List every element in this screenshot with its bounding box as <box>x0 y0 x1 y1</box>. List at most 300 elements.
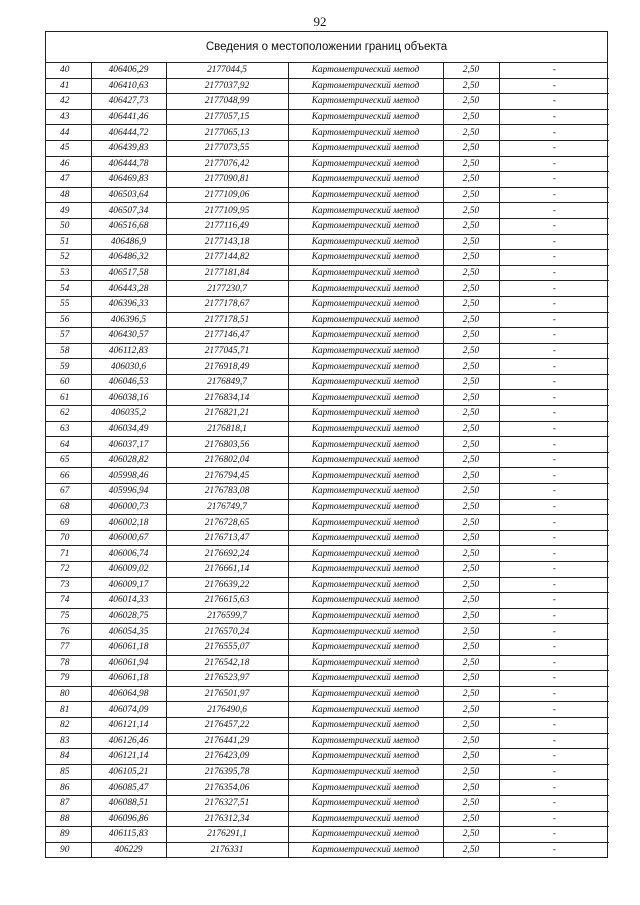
description-cell: - <box>499 484 609 500</box>
description-cell: - <box>499 172 609 188</box>
table-row <box>46 374 609 390</box>
method-cell: Картометрический метод <box>288 780 443 796</box>
y-coordinate-cell: 2177144,82 <box>166 250 288 266</box>
table-row <box>46 749 609 765</box>
method-cell: Картометрический метод <box>288 577 443 593</box>
method-cell: Картометрический метод <box>288 328 443 344</box>
description-cell: - <box>499 343 609 359</box>
table-row <box>46 655 609 671</box>
point-number-cell: 78 <box>46 655 91 671</box>
y-coordinate-cell: 2176423,09 <box>166 749 288 765</box>
accuracy-cell: 2,50 <box>443 639 499 655</box>
x-coordinate-cell: 406009,02 <box>91 562 166 578</box>
accuracy-cell: 2,50 <box>443 499 499 515</box>
y-coordinate-cell: 2176849,7 <box>166 374 288 390</box>
accuracy-cell: 2,50 <box>443 296 499 312</box>
method-cell: Картометрический метод <box>288 265 443 281</box>
point-number-cell: 47 <box>46 172 91 188</box>
x-coordinate-cell: 406112,83 <box>91 343 166 359</box>
x-coordinate-cell: 406088,51 <box>91 795 166 811</box>
description-cell: - <box>499 530 609 546</box>
table-row <box>46 265 609 281</box>
point-number-cell: 60 <box>46 374 91 390</box>
y-coordinate-cell: 2177143,18 <box>166 234 288 250</box>
method-cell: Картометрический метод <box>288 593 443 609</box>
description-cell: - <box>499 671 609 687</box>
x-coordinate-cell: 406396,33 <box>91 296 166 312</box>
point-number-cell: 56 <box>46 312 91 328</box>
method-cell: Картометрический метод <box>288 94 443 110</box>
description-cell: - <box>499 125 609 141</box>
table-row <box>46 702 609 718</box>
table-row <box>46 234 609 250</box>
x-coordinate-cell: 406085,47 <box>91 780 166 796</box>
table-row <box>46 281 609 297</box>
x-coordinate-cell: 406046,53 <box>91 374 166 390</box>
method-cell: Картометрический метод <box>288 109 443 125</box>
table-row <box>46 499 609 515</box>
x-coordinate-cell: 406121,14 <box>91 749 166 765</box>
y-coordinate-cell: 2176803,56 <box>166 437 288 453</box>
point-number-cell: 52 <box>46 250 91 266</box>
description-cell: - <box>499 452 609 468</box>
y-coordinate-cell: 2177109,95 <box>166 203 288 219</box>
method-cell: Картометрический метод <box>288 827 443 843</box>
y-coordinate-cell: 2176441,29 <box>166 733 288 749</box>
accuracy-cell: 2,50 <box>443 515 499 531</box>
table-row <box>46 172 609 188</box>
x-coordinate-cell: 406014,33 <box>91 593 166 609</box>
y-coordinate-cell: 2176457,22 <box>166 717 288 733</box>
table-row <box>46 359 609 375</box>
x-coordinate-cell: 406507,34 <box>91 203 166 219</box>
description-cell: - <box>499 328 609 344</box>
point-number-cell: 50 <box>46 218 91 234</box>
description-cell: - <box>499 94 609 110</box>
x-coordinate-cell: 406002,18 <box>91 515 166 531</box>
description-cell: - <box>499 187 609 203</box>
point-number-cell: 71 <box>46 546 91 562</box>
x-coordinate-cell: 406028,82 <box>91 452 166 468</box>
method-cell: Картометрический метод <box>288 671 443 687</box>
point-number-cell: 77 <box>46 639 91 655</box>
x-coordinate-cell: 406000,67 <box>91 530 166 546</box>
method-cell: Картометрический метод <box>288 125 443 141</box>
table-row <box>46 452 609 468</box>
accuracy-cell: 2,50 <box>443 764 499 780</box>
method-cell: Картометрический метод <box>288 608 443 624</box>
x-coordinate-cell: 406038,16 <box>91 390 166 406</box>
description-cell: - <box>499 655 609 671</box>
description-cell: - <box>499 562 609 578</box>
x-coordinate-cell: 406061,18 <box>91 671 166 687</box>
table-row <box>46 390 609 406</box>
x-coordinate-cell: 406441,46 <box>91 109 166 125</box>
table-row <box>46 562 609 578</box>
description-cell: - <box>499 281 609 297</box>
description-cell: - <box>499 296 609 312</box>
y-coordinate-cell: 2177146,47 <box>166 328 288 344</box>
table-row <box>46 733 609 749</box>
point-number-cell: 84 <box>46 749 91 765</box>
point-number-cell: 57 <box>46 328 91 344</box>
description-cell: - <box>499 764 609 780</box>
description-cell: - <box>499 390 609 406</box>
x-coordinate-cell: 406229 <box>91 842 166 857</box>
method-cell: Картометрический метод <box>288 733 443 749</box>
accuracy-cell: 2,50 <box>443 156 499 172</box>
description-cell: - <box>499 515 609 531</box>
point-number-cell: 55 <box>46 296 91 312</box>
point-number-cell: 51 <box>46 234 91 250</box>
point-number-cell: 73 <box>46 577 91 593</box>
x-coordinate-cell: 406035,2 <box>91 406 166 422</box>
point-number-cell: 45 <box>46 140 91 156</box>
table-row <box>46 593 609 609</box>
method-cell: Картометрический метод <box>288 187 443 203</box>
point-number-cell: 80 <box>46 686 91 702</box>
y-coordinate-cell: 2176312,34 <box>166 811 288 827</box>
x-coordinate-cell: 406406,29 <box>91 63 166 78</box>
accuracy-cell: 2,50 <box>443 63 499 78</box>
accuracy-cell: 2,50 <box>443 187 499 203</box>
y-coordinate-cell: 2176728,65 <box>166 515 288 531</box>
method-cell: Картометрический метод <box>288 374 443 390</box>
description-cell: - <box>499 109 609 125</box>
point-number-cell: 83 <box>46 733 91 749</box>
point-number-cell: 43 <box>46 109 91 125</box>
method-cell: Картометрический метод <box>288 452 443 468</box>
y-coordinate-cell: 2176354,06 <box>166 780 288 796</box>
method-cell: Картометрический метод <box>288 390 443 406</box>
y-coordinate-cell: 2177076,42 <box>166 156 288 172</box>
description-cell: - <box>499 374 609 390</box>
y-coordinate-cell: 2176291,1 <box>166 827 288 843</box>
x-coordinate-cell: 406037,17 <box>91 437 166 453</box>
method-cell: Картометрический метод <box>288 359 443 375</box>
y-coordinate-cell: 2176661,14 <box>166 562 288 578</box>
point-number-cell: 59 <box>46 359 91 375</box>
point-number-cell: 86 <box>46 780 91 796</box>
x-coordinate-cell: 406439,83 <box>91 140 166 156</box>
y-coordinate-cell: 2177044,5 <box>166 63 288 78</box>
method-cell: Картометрический метод <box>288 140 443 156</box>
y-coordinate-cell: 2176783,08 <box>166 484 288 500</box>
table-row <box>46 63 609 78</box>
point-number-cell: 79 <box>46 671 91 687</box>
accuracy-cell: 2,50 <box>443 608 499 624</box>
point-number-cell: 63 <box>46 421 91 437</box>
y-coordinate-cell: 2176615,63 <box>166 593 288 609</box>
accuracy-cell: 2,50 <box>443 827 499 843</box>
table-row <box>46 639 609 655</box>
method-cell: Картометрический метод <box>288 203 443 219</box>
description-cell: - <box>499 312 609 328</box>
description-cell: - <box>499 156 609 172</box>
x-coordinate-cell: 406006,74 <box>91 546 166 562</box>
table-row <box>46 328 609 344</box>
x-coordinate-cell: 406486,9 <box>91 234 166 250</box>
description-cell: - <box>499 624 609 640</box>
accuracy-cell: 2,50 <box>443 780 499 796</box>
point-number-cell: 72 <box>46 562 91 578</box>
table-row <box>46 671 609 687</box>
y-coordinate-cell: 2177109,06 <box>166 187 288 203</box>
accuracy-cell: 2,50 <box>443 468 499 484</box>
page-number: 92 <box>313 14 327 29</box>
point-number-cell: 40 <box>46 63 91 78</box>
table-row <box>46 780 609 796</box>
point-number-cell: 58 <box>46 343 91 359</box>
method-cell: Картометрический метод <box>288 655 443 671</box>
point-number-cell: 81 <box>46 702 91 718</box>
point-number-cell: 66 <box>46 468 91 484</box>
y-coordinate-cell: 2177045,71 <box>166 343 288 359</box>
point-number-cell: 54 <box>46 281 91 297</box>
accuracy-cell: 2,50 <box>443 265 499 281</box>
method-cell: Картометрический метод <box>288 749 443 765</box>
y-coordinate-cell: 2177065,13 <box>166 125 288 141</box>
table-title: Сведения о местоположении границ объекта <box>46 32 607 63</box>
accuracy-cell: 2,50 <box>443 811 499 827</box>
y-coordinate-cell: 2176713,47 <box>166 530 288 546</box>
description-cell: - <box>499 577 609 593</box>
point-number-cell: 46 <box>46 156 91 172</box>
accuracy-cell: 2,50 <box>443 484 499 500</box>
description-cell: - <box>499 140 609 156</box>
accuracy-cell: 2,50 <box>443 671 499 687</box>
table-row <box>46 125 609 141</box>
description-cell: - <box>499 265 609 281</box>
method-cell: Картометрический метод <box>288 343 443 359</box>
y-coordinate-cell: 2177037,92 <box>166 78 288 94</box>
table-row <box>46 827 609 843</box>
accuracy-cell: 2,50 <box>443 593 499 609</box>
accuracy-cell: 2,50 <box>443 702 499 718</box>
point-number-cell: 62 <box>46 406 91 422</box>
point-number-cell: 87 <box>46 795 91 811</box>
method-cell: Картометрический метод <box>288 421 443 437</box>
accuracy-cell: 2,50 <box>443 406 499 422</box>
point-number-cell: 69 <box>46 515 91 531</box>
point-number-cell: 65 <box>46 452 91 468</box>
x-coordinate-cell: 406503,64 <box>91 187 166 203</box>
accuracy-cell: 2,50 <box>443 312 499 328</box>
description-cell: - <box>499 359 609 375</box>
table-row <box>46 109 609 125</box>
method-cell: Картометрический метод <box>288 624 443 640</box>
description-cell: - <box>499 749 609 765</box>
x-coordinate-cell: 406054,35 <box>91 624 166 640</box>
y-coordinate-cell: 2176599,7 <box>166 608 288 624</box>
description-cell: - <box>499 686 609 702</box>
method-cell: Картометрический метод <box>288 484 443 500</box>
accuracy-cell: 2,50 <box>443 140 499 156</box>
method-cell: Картометрический метод <box>288 172 443 188</box>
accuracy-cell: 2,50 <box>443 655 499 671</box>
x-coordinate-cell: 406061,94 <box>91 655 166 671</box>
y-coordinate-cell: 2176639,22 <box>166 577 288 593</box>
y-coordinate-cell: 2176794,45 <box>166 468 288 484</box>
table-row <box>46 608 609 624</box>
accuracy-cell: 2,50 <box>443 577 499 593</box>
method-cell: Картометрический метод <box>288 764 443 780</box>
table-row <box>46 515 609 531</box>
method-cell: Картометрический метод <box>288 468 443 484</box>
description-cell: - <box>499 468 609 484</box>
point-number-cell: 74 <box>46 593 91 609</box>
y-coordinate-cell: 2176490,6 <box>166 702 288 718</box>
point-number-cell: 76 <box>46 624 91 640</box>
point-number-cell: 64 <box>46 437 91 453</box>
accuracy-cell: 2,50 <box>443 250 499 266</box>
accuracy-cell: 2,50 <box>443 795 499 811</box>
method-cell: Картометрический метод <box>288 250 443 266</box>
accuracy-cell: 2,50 <box>443 733 499 749</box>
y-coordinate-cell: 2176834,14 <box>166 390 288 406</box>
description-cell: - <box>499 827 609 843</box>
table-row <box>46 717 609 733</box>
accuracy-cell: 2,50 <box>443 390 499 406</box>
y-coordinate-cell: 2177181,84 <box>166 265 288 281</box>
x-coordinate-cell: 406028,75 <box>91 608 166 624</box>
y-coordinate-cell: 2176749,7 <box>166 499 288 515</box>
description-cell: - <box>499 717 609 733</box>
point-number-cell: 67 <box>46 484 91 500</box>
y-coordinate-cell: 2176501,97 <box>166 686 288 702</box>
description-cell: - <box>499 78 609 94</box>
description-cell: - <box>499 437 609 453</box>
method-cell: Картометрический метод <box>288 702 443 718</box>
description-cell: - <box>499 733 609 749</box>
x-coordinate-cell: 406034,49 <box>91 421 166 437</box>
description-cell: - <box>499 499 609 515</box>
method-cell: Картометрический метод <box>288 63 443 78</box>
point-number-cell: 68 <box>46 499 91 515</box>
table-row <box>46 624 609 640</box>
method-cell: Картометрический метод <box>288 234 443 250</box>
x-coordinate-cell: 406115,83 <box>91 827 166 843</box>
x-coordinate-cell: 406105,21 <box>91 764 166 780</box>
description-cell: - <box>499 593 609 609</box>
point-number-cell: 88 <box>46 811 91 827</box>
description-cell: - <box>499 780 609 796</box>
x-coordinate-cell: 406096,86 <box>91 811 166 827</box>
y-coordinate-cell: 2177090,81 <box>166 172 288 188</box>
accuracy-cell: 2,50 <box>443 717 499 733</box>
y-coordinate-cell: 2177048,99 <box>166 94 288 110</box>
table-row <box>46 296 609 312</box>
description-cell: - <box>499 63 609 78</box>
y-coordinate-cell: 2176818,1 <box>166 421 288 437</box>
x-coordinate-cell: 406030,6 <box>91 359 166 375</box>
accuracy-cell: 2,50 <box>443 686 499 702</box>
table-row <box>46 546 609 562</box>
accuracy-cell: 2,50 <box>443 234 499 250</box>
x-coordinate-cell: 406430,57 <box>91 328 166 344</box>
table-row <box>46 764 609 780</box>
accuracy-cell: 2,50 <box>443 218 499 234</box>
y-coordinate-cell: 2176570,24 <box>166 624 288 640</box>
method-cell: Картометрический метод <box>288 281 443 297</box>
x-coordinate-cell: 406410,63 <box>91 78 166 94</box>
point-number-cell: 75 <box>46 608 91 624</box>
accuracy-cell: 2,50 <box>443 78 499 94</box>
x-coordinate-cell: 406444,78 <box>91 156 166 172</box>
x-coordinate-cell: 405996,94 <box>91 484 166 500</box>
accuracy-cell: 2,50 <box>443 437 499 453</box>
x-coordinate-cell: 406443,28 <box>91 281 166 297</box>
y-coordinate-cell: 2176523,97 <box>166 671 288 687</box>
table-row <box>46 94 609 110</box>
method-cell: Картометрический метод <box>288 406 443 422</box>
point-number-cell: 49 <box>46 203 91 219</box>
x-coordinate-cell: 406517,58 <box>91 265 166 281</box>
x-coordinate-cell: 406061,18 <box>91 639 166 655</box>
table-row <box>46 250 609 266</box>
method-cell: Картометрический метод <box>288 218 443 234</box>
method-cell: Картометрический метод <box>288 546 443 562</box>
y-coordinate-cell: 2177178,67 <box>166 296 288 312</box>
table-row <box>46 437 609 453</box>
table-row <box>46 577 609 593</box>
method-cell: Картометрический метод <box>288 562 443 578</box>
y-coordinate-cell: 2177073,55 <box>166 140 288 156</box>
point-number-cell: 48 <box>46 187 91 203</box>
description-cell: - <box>499 218 609 234</box>
table-row <box>46 811 609 827</box>
x-coordinate-cell: 406074,09 <box>91 702 166 718</box>
description-cell: - <box>499 702 609 718</box>
table-row <box>46 468 609 484</box>
table-row <box>46 156 609 172</box>
method-cell: Картометрический метод <box>288 312 443 328</box>
description-cell: - <box>499 639 609 655</box>
method-cell: Картометрический метод <box>288 437 443 453</box>
y-coordinate-cell: 2176918,49 <box>166 359 288 375</box>
point-number-cell: 42 <box>46 94 91 110</box>
point-number-cell: 41 <box>46 78 91 94</box>
description-cell: - <box>499 546 609 562</box>
table-row <box>46 421 609 437</box>
table-row <box>46 530 609 546</box>
accuracy-cell: 2,50 <box>443 421 499 437</box>
y-coordinate-cell: 2177116,49 <box>166 218 288 234</box>
x-coordinate-cell: 406427,73 <box>91 94 166 110</box>
point-number-cell: 90 <box>46 842 91 857</box>
description-cell: - <box>499 608 609 624</box>
x-coordinate-cell: 406469,83 <box>91 172 166 188</box>
x-coordinate-cell: 406396,5 <box>91 312 166 328</box>
x-coordinate-cell: 406486,32 <box>91 250 166 266</box>
coordinates-table <box>46 63 609 857</box>
y-coordinate-cell: 2177178,51 <box>166 312 288 328</box>
y-coordinate-cell: 2177057,15 <box>166 109 288 125</box>
point-number-cell: 53 <box>46 265 91 281</box>
accuracy-cell: 2,50 <box>443 109 499 125</box>
accuracy-cell: 2,50 <box>443 530 499 546</box>
point-number-cell: 82 <box>46 717 91 733</box>
x-coordinate-cell: 406516,68 <box>91 218 166 234</box>
method-cell: Картометрический метод <box>288 296 443 312</box>
coordinates-table-body <box>46 63 609 857</box>
accuracy-cell: 2,50 <box>443 546 499 562</box>
description-cell: - <box>499 203 609 219</box>
table-row <box>46 78 609 94</box>
method-cell: Картометрический метод <box>288 842 443 857</box>
method-cell: Картометрический метод <box>288 717 443 733</box>
x-coordinate-cell: 406121,14 <box>91 717 166 733</box>
